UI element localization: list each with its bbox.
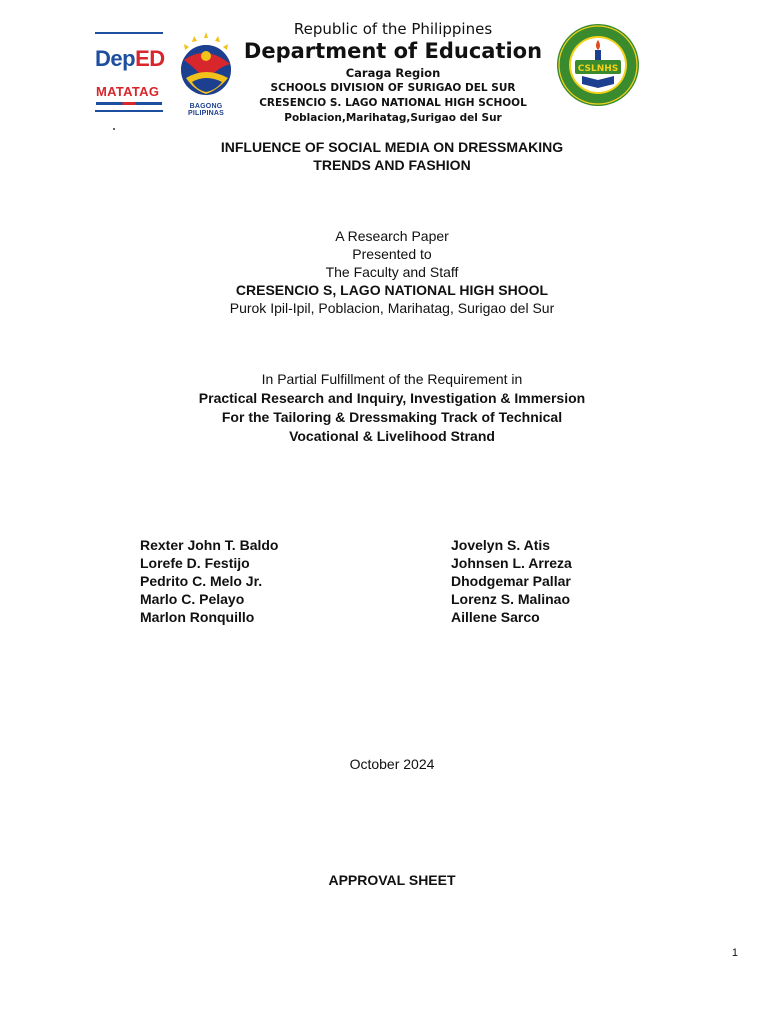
author-name: Aillene Sarco <box>451 609 540 625</box>
page-number: 1 <box>731 947 738 959</box>
logo-bottom-rule <box>95 110 163 112</box>
letterhead-school: CRESENCIO S. LAGO NATIONAL HIGH SCHOOL <box>259 97 527 109</box>
author-name: Dhodgemar Pallar <box>451 573 571 589</box>
fulfillment-line-1: Practical Research and Inquiry, Investigation & Immersion <box>198 390 586 406</box>
deped-wordmark: DepED <box>95 46 165 71</box>
letterhead-address: Poblacion,Marihatag,Surigao del Sur <box>284 112 502 124</box>
author-name: Lorenz S. Malinao <box>451 591 571 607</box>
letterhead-division: SCHOOLS DIVISION OF SURIGAO DEL SUR <box>270 82 516 94</box>
author-name: Marlon Ronquillo <box>140 609 255 625</box>
fulfillment-line-3: Vocational & Livelihood Strand <box>289 428 495 444</box>
presented-address: Purok Ipil-Ipil, Poblacion, Marihatag, Surigao del Sur <box>229 300 555 316</box>
author-name: Pedrito C. Melo Jr. <box>140 573 263 589</box>
title-line-2: TRENDS AND FASHION <box>313 157 471 173</box>
fulfillment-block <box>0 370 768 446</box>
author-name: Rexter John T. Baldo <box>140 537 279 553</box>
presented-to-block <box>0 227 768 317</box>
letterhead-republic: Republic of the Philippines <box>293 20 493 38</box>
presented-school: CRESENCIO S, LAGO NATIONAL HIGH SHOOL <box>235 282 549 298</box>
matatag-stripe <box>96 102 162 105</box>
author-name: Lorefe D. Festijo <box>140 555 250 571</box>
school-seal-icon <box>556 22 640 108</box>
author-name: Jovelyn S. Atis <box>451 537 551 553</box>
presented-line-2: Presented to <box>352 246 432 262</box>
presented-line-1: A Research Paper <box>335 228 449 244</box>
title-line-1: INFLUENCE OF SOCIAL MEDIA ON DRESSMAKING <box>220 139 564 155</box>
letterhead <box>228 18 558 126</box>
matatag-wordmark: MATATAG <box>96 84 160 99</box>
fulfillment-intro: In Partial Fulfillment of the Requirement in <box>261 371 523 387</box>
author-name: Johnsen L. Arreza <box>451 555 572 571</box>
fulfillment-line-2: For the Tailoring & Dressmaking Track of Technical <box>221 409 563 425</box>
paper-title <box>0 138 768 174</box>
cslnhs-seal-logo <box>556 22 640 108</box>
deped-matatag-logo <box>95 32 163 114</box>
author-name: Marlo C. Pelayo <box>140 591 245 607</box>
seal-initials: CSLNHS <box>577 64 619 74</box>
authors-left-column <box>140 536 278 626</box>
logo-top-rule <box>95 32 163 34</box>
approval-sheet-heading: APPROVAL SHEET <box>328 872 456 888</box>
authors-right-column <box>451 536 572 626</box>
letterhead-region: Caraga Region <box>345 66 441 80</box>
letterhead-department: Department of Education <box>243 39 543 63</box>
submission-date: October 2024 <box>349 756 435 772</box>
presented-line-3: The Faculty and Staff <box>325 264 459 280</box>
bagong-pilipinas-label: BAGONG PILIPINAS <box>187 103 225 117</box>
stray-dot <box>113 128 115 130</box>
